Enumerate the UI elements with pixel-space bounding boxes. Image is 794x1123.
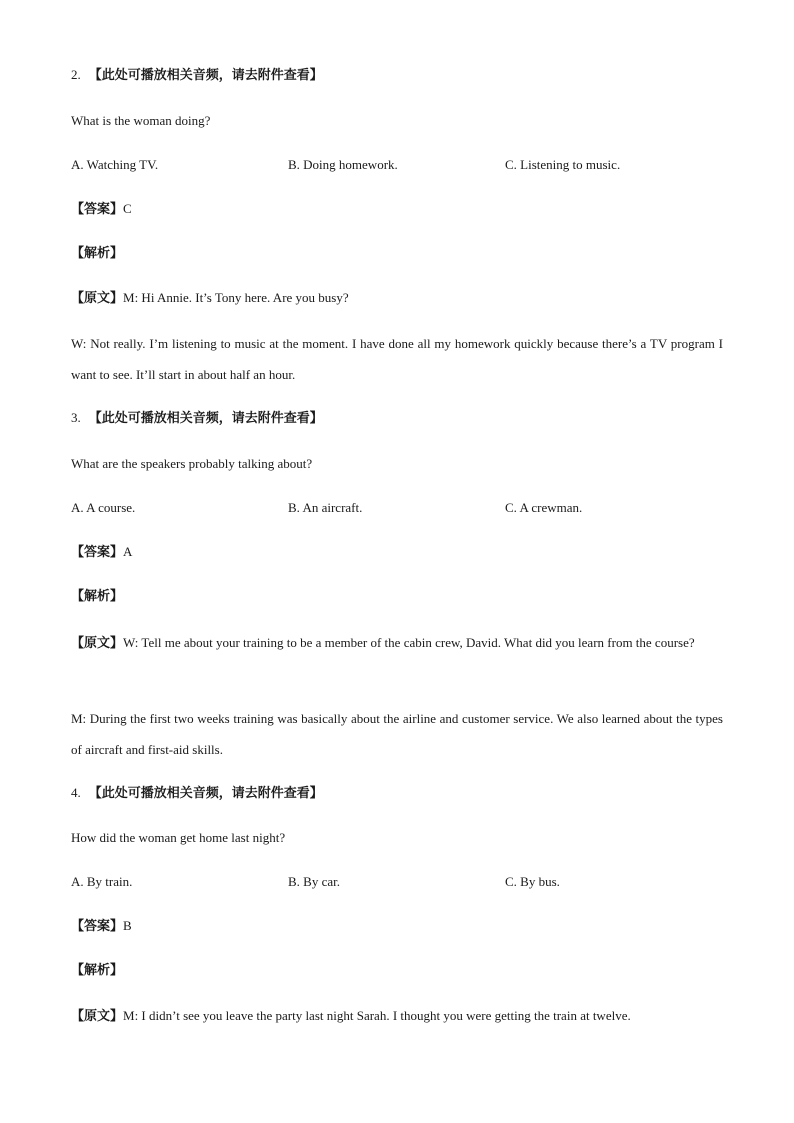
q2-question: What is the woman doing? xyxy=(71,113,211,128)
q4-audio-note[interactable]: 【此处可播放相关音频，请去附件查看】 xyxy=(88,786,323,801)
q2-transcript-2: W: Not really. I’m listening to music at the moment. I have done all my homework quickly because there’s a TV program I want to see. It’ll start in about half an hour. xyxy=(71,336,723,382)
q2-transcript-1-text: M: Hi Annie. It’s Tony here. Are you busy? xyxy=(123,290,349,305)
q2-analysis-tag: 【解析】 xyxy=(71,246,124,261)
q3-audio-note[interactable]: 【此处可播放相关音频，请去附件查看】 xyxy=(88,411,323,426)
q4-options xyxy=(71,872,723,892)
q4-option-c: C. By bus. xyxy=(505,874,560,889)
q4-analysis-tag: 【解析】 xyxy=(71,963,124,978)
q4-answer-tag: 【答案】 xyxy=(71,919,124,934)
q3-question: What are the speakers probably talking about? xyxy=(71,456,313,471)
q3-transcript-1 xyxy=(71,627,723,659)
q2-audio-note[interactable]: 【此处可播放相关音频，请去附件查看】 xyxy=(88,68,323,83)
q4-original-tag: 【原文】 xyxy=(71,1009,124,1024)
q2-original-tag: 【原文】 xyxy=(71,291,124,306)
q2-option-b: B. Doing homework. xyxy=(288,157,398,172)
q4-question: How did the woman get home last night? xyxy=(71,830,286,845)
q4-transcript-1-text: M: I didn’t see you leave the party last night Sarah. I thought you were getting the train at twelve. xyxy=(123,1008,631,1023)
q2-option-c: C. Listening to music. xyxy=(505,157,621,172)
q3-option-a: A. A course. xyxy=(71,500,136,515)
q4-heading xyxy=(71,783,723,804)
q4-number: 4. xyxy=(71,785,81,800)
q3-option-b: B. An aircraft. xyxy=(288,500,363,515)
q3-option-c: C. A crewman. xyxy=(505,500,583,515)
q2-transcript-1 xyxy=(71,288,723,309)
q3-answer xyxy=(71,542,723,563)
q2-answer xyxy=(71,199,723,220)
q3-analysis-tag: 【解析】 xyxy=(71,589,124,604)
q2-answer-value: C xyxy=(123,201,132,216)
q3-transcript-1-text: W: Tell me about your training to be a member of the cabin crew, David. What did you learn from the course? xyxy=(123,635,695,650)
q3-answer-value: A xyxy=(123,544,133,559)
q2-number: 2. xyxy=(71,67,81,82)
q3-answer-tag: 【答案】 xyxy=(71,545,124,560)
q4-transcript-1 xyxy=(71,1006,723,1027)
q3-transcript-2: M: During the first two weeks training was basically about the airline and customer service. We also learned about the types of aircraft and first-aid skills. xyxy=(71,711,723,757)
q4-answer xyxy=(71,916,723,937)
q4-option-b: B. By car. xyxy=(288,874,340,889)
q2-answer-tag: 【答案】 xyxy=(71,202,124,217)
q2-heading xyxy=(71,65,723,86)
q2-options xyxy=(71,155,723,175)
q3-heading xyxy=(71,408,723,429)
q4-option-a: A. By train. xyxy=(71,874,133,889)
q4-answer-value: B xyxy=(123,918,132,933)
q3-options xyxy=(71,498,723,518)
q3-original-tag: 【原文】 xyxy=(71,636,124,651)
q2-option-a: A. Watching TV. xyxy=(71,157,159,172)
q3-number: 3. xyxy=(71,410,81,425)
